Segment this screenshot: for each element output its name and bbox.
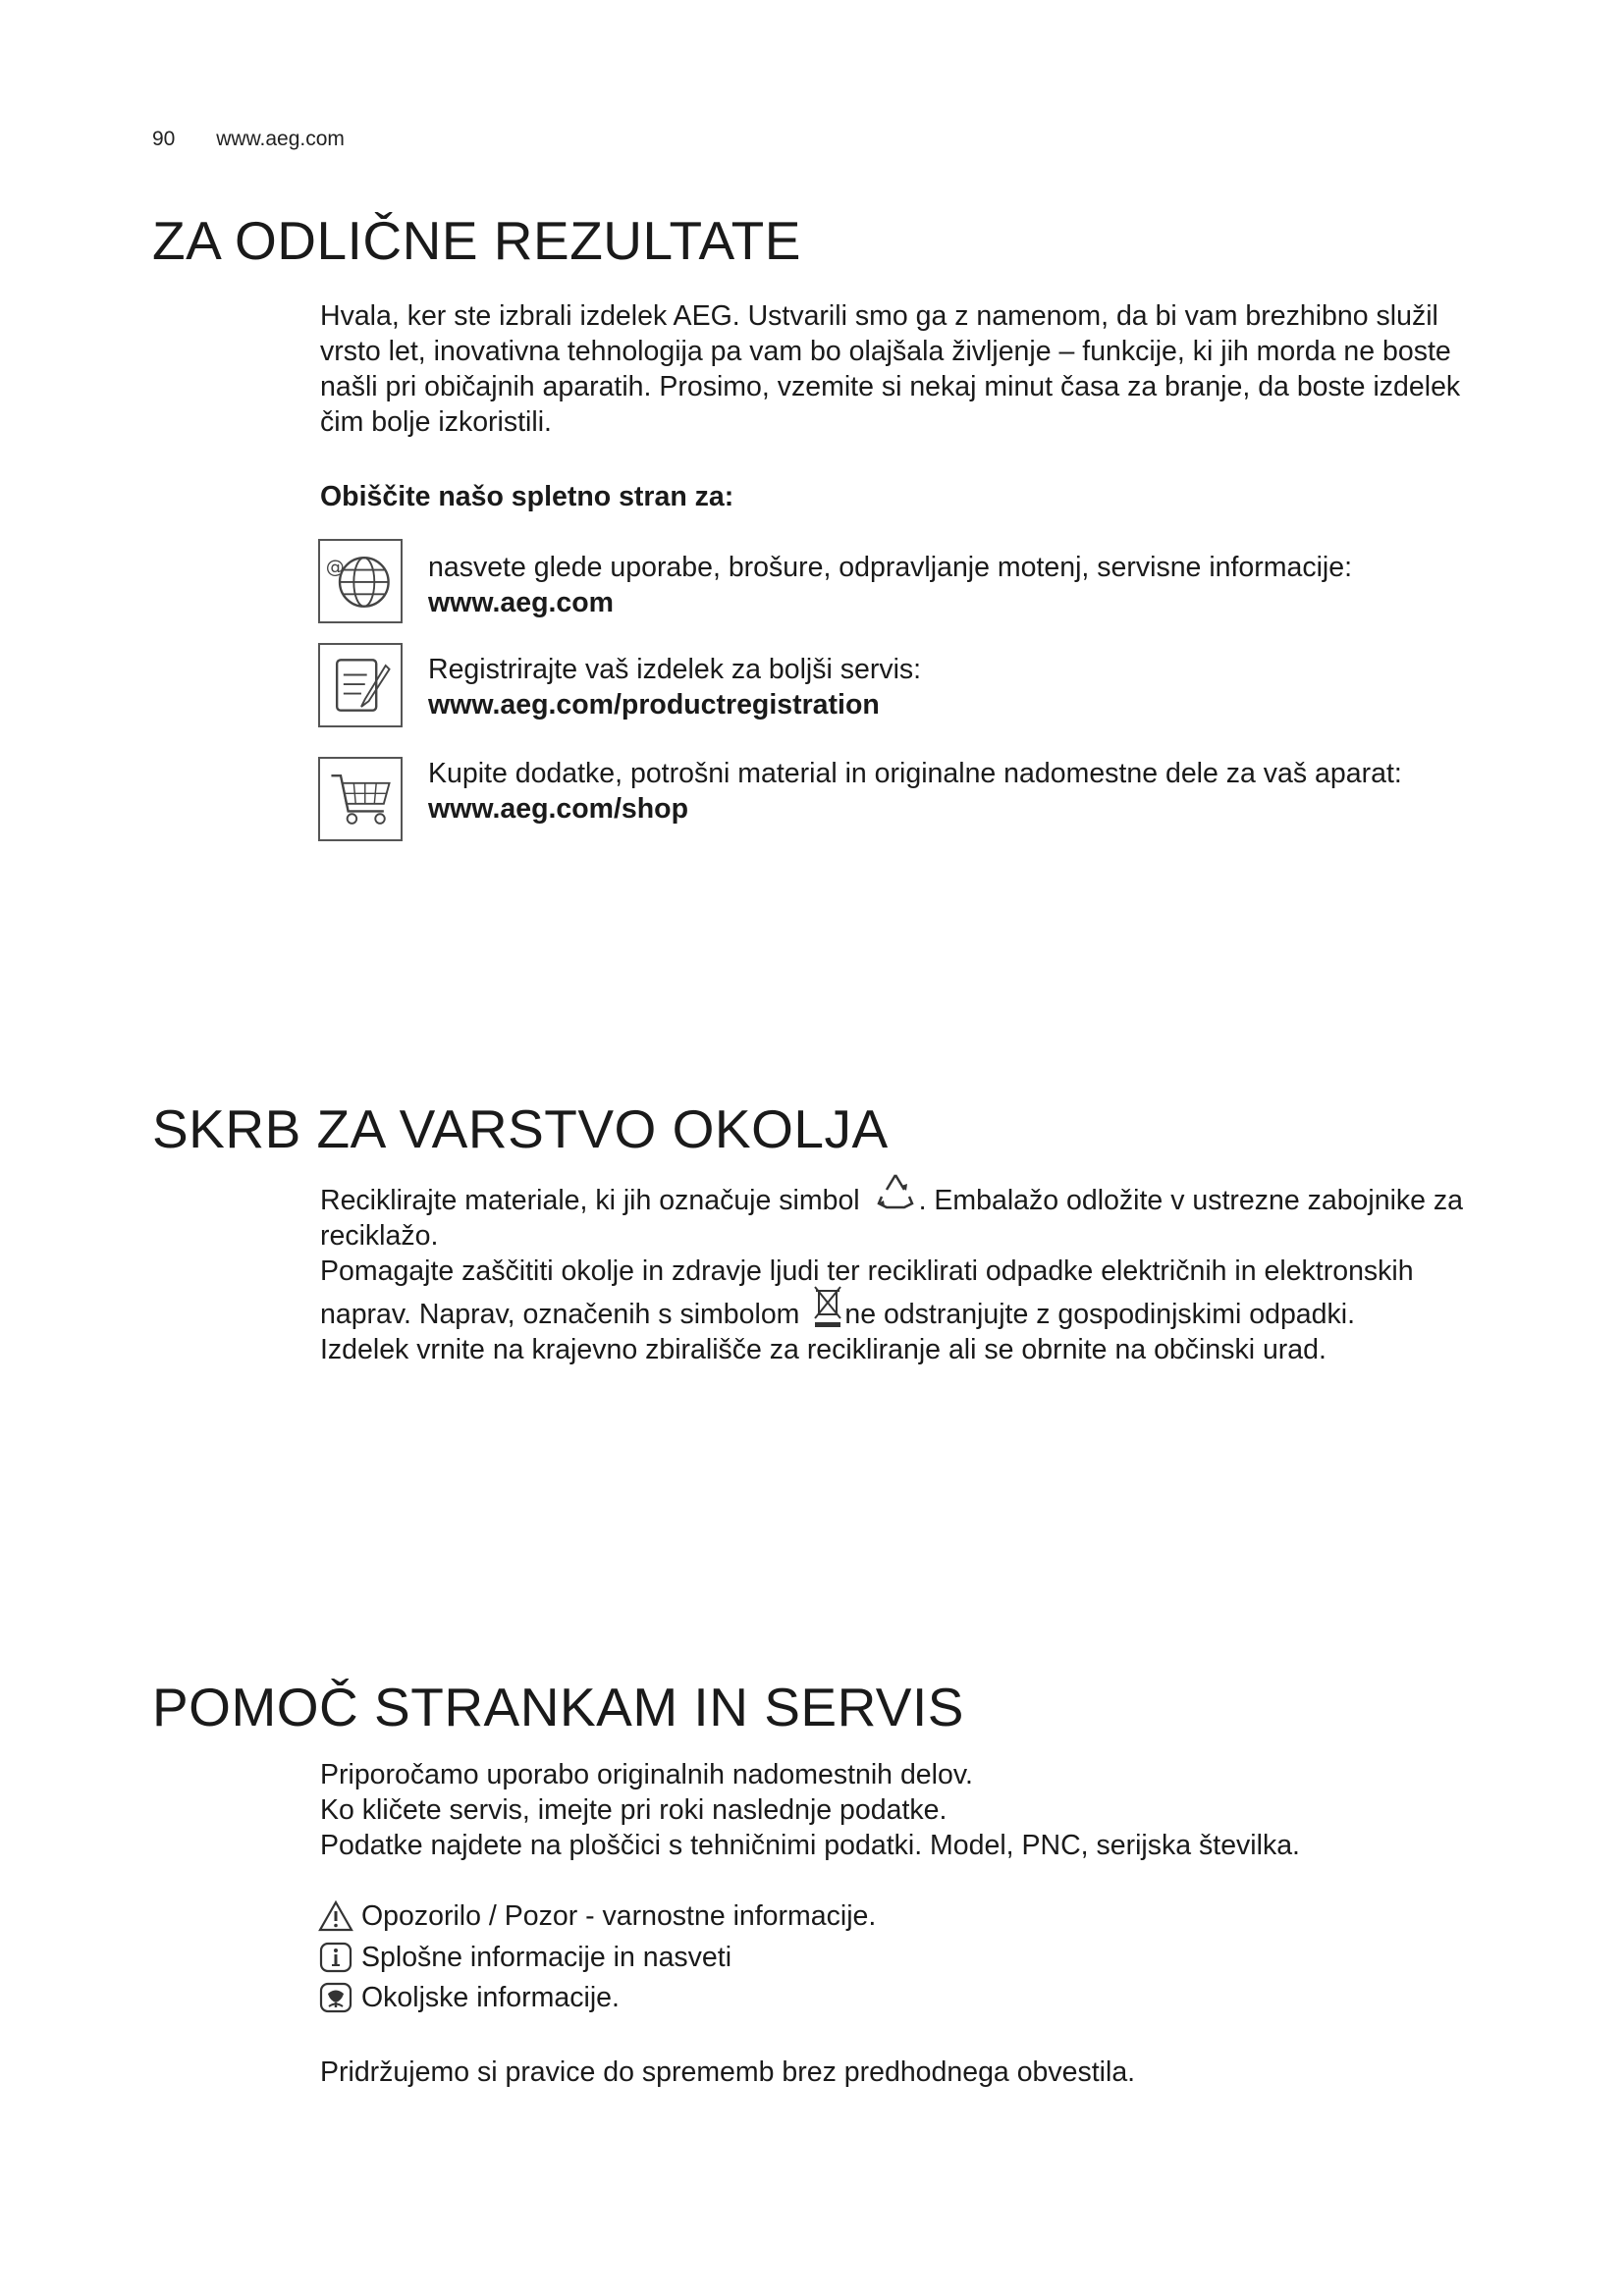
legend-text: Opozorilo / Pozor - varnostne informacije. bbox=[361, 1900, 877, 1932]
warning-icon bbox=[318, 1899, 353, 1933]
intro-line: vrsto let, inovativna tehnologija pa vam bo olajšala življenje – funkcije, ki jih morda ne boste bbox=[320, 336, 1451, 367]
list-item-shop bbox=[428, 756, 1402, 827]
legend-info bbox=[318, 1940, 731, 1975]
service-line: Priporočamo uporabo originalnih nadomestnih delov. bbox=[320, 1759, 973, 1790]
env-text: naprav. Naprav, označenih s simbolom bbox=[320, 1299, 800, 1330]
intro-line: našli pri običajnih aparatih. Prosimo, vzemite si nekaj minut časa za branje, da boste izdelek bbox=[320, 371, 1461, 402]
service-paragraph bbox=[320, 1757, 1538, 1863]
section-title-service: POMOČ STRANKAM IN SERVIS bbox=[152, 1677, 964, 1737]
env-text: . Embalažo odložite v ustrezne zabojnike za bbox=[918, 1185, 1464, 1216]
env-line-2: reciklažo. bbox=[320, 1220, 439, 1252]
intro-paragraph bbox=[320, 298, 1538, 440]
service-line: Podatke najdete na ploščici s tehničnimi podatki. Model, PNC, serijska številka. bbox=[320, 1830, 1300, 1861]
env-text: Reciklirajte materiale, ki jih označuje simbol bbox=[320, 1185, 860, 1216]
item-text: Kupite dodatke, potrošni material in originalne nadomestne dele za vaš aparat: bbox=[428, 758, 1402, 789]
item-text: Registrirajte vaš izdelek za boljši servis: bbox=[428, 654, 922, 685]
page-number: 90 bbox=[152, 128, 176, 150]
page-header bbox=[152, 128, 345, 151]
list-item-registration bbox=[428, 652, 921, 722]
info-icon bbox=[318, 1941, 353, 1974]
svg-text:@: @ bbox=[325, 556, 345, 578]
intro-line: Hvala, ker ste izbrali izdelek AEG. Ustvarili smo ga z namenom, da bi vam brezhibno služil bbox=[320, 300, 1438, 332]
registration-link[interactable]: www.aeg.com/productregistration bbox=[428, 689, 880, 721]
legend-environment bbox=[318, 1980, 620, 2015]
environment-icon bbox=[318, 1981, 353, 2014]
legend-warning bbox=[318, 1898, 876, 1934]
disclaimer: Pridržujemo si pravice do sprememb brez predhodnega obvestila. bbox=[320, 2056, 1136, 2088]
service-line: Ko kličete servis, imejte pri roki naslednje podatke. bbox=[320, 1794, 947, 1826]
env-line-3: Pomagajte zaščititi okolje in zdravje ljudi ter reciklirati odpadke električnih in elektronskih bbox=[320, 1255, 1414, 1287]
section-title-results: ZA ODLIČNE REZULTATE bbox=[152, 210, 801, 271]
intro-line: čim bolje izkoristili. bbox=[320, 406, 552, 438]
env-line-5: Izdelek vrnite na krajevno zbirališče za recikliranje ali se obrnite na občinski urad. bbox=[320, 1334, 1326, 1365]
header-website[interactable]: www.aeg.com bbox=[216, 128, 345, 150]
legend-text: Okoljske informacije. bbox=[361, 1982, 620, 2013]
website-link[interactable]: www.aeg.com bbox=[428, 587, 614, 618]
shop-link[interactable]: www.aeg.com/shop bbox=[428, 793, 688, 825]
shopping-cart-icon bbox=[318, 757, 403, 841]
recycle-icon bbox=[874, 1170, 917, 1213]
list-item-website bbox=[428, 550, 1352, 620]
visit-heading: Obiščite našo spletno stran za: bbox=[320, 481, 734, 512]
weee-bin-icon bbox=[811, 1283, 844, 1330]
item-text: nasvete glede uporabe, brošure, odpravljanje motenj, servisne informacije: bbox=[428, 552, 1353, 583]
legend-text: Splošne informacije in nasveti bbox=[361, 1942, 732, 1973]
env-line-4 bbox=[320, 1297, 1538, 1332]
registration-icon bbox=[318, 643, 403, 727]
env-line-1 bbox=[320, 1183, 1538, 1218]
environment-paragraph bbox=[320, 1183, 1538, 1367]
globe-at-icon bbox=[318, 539, 403, 623]
env-text: ne odstranjujte z gospodinjskimi odpadki. bbox=[844, 1299, 1355, 1330]
section-title-environment: SKRB ZA VARSTVO OKOLJA bbox=[152, 1098, 889, 1159]
